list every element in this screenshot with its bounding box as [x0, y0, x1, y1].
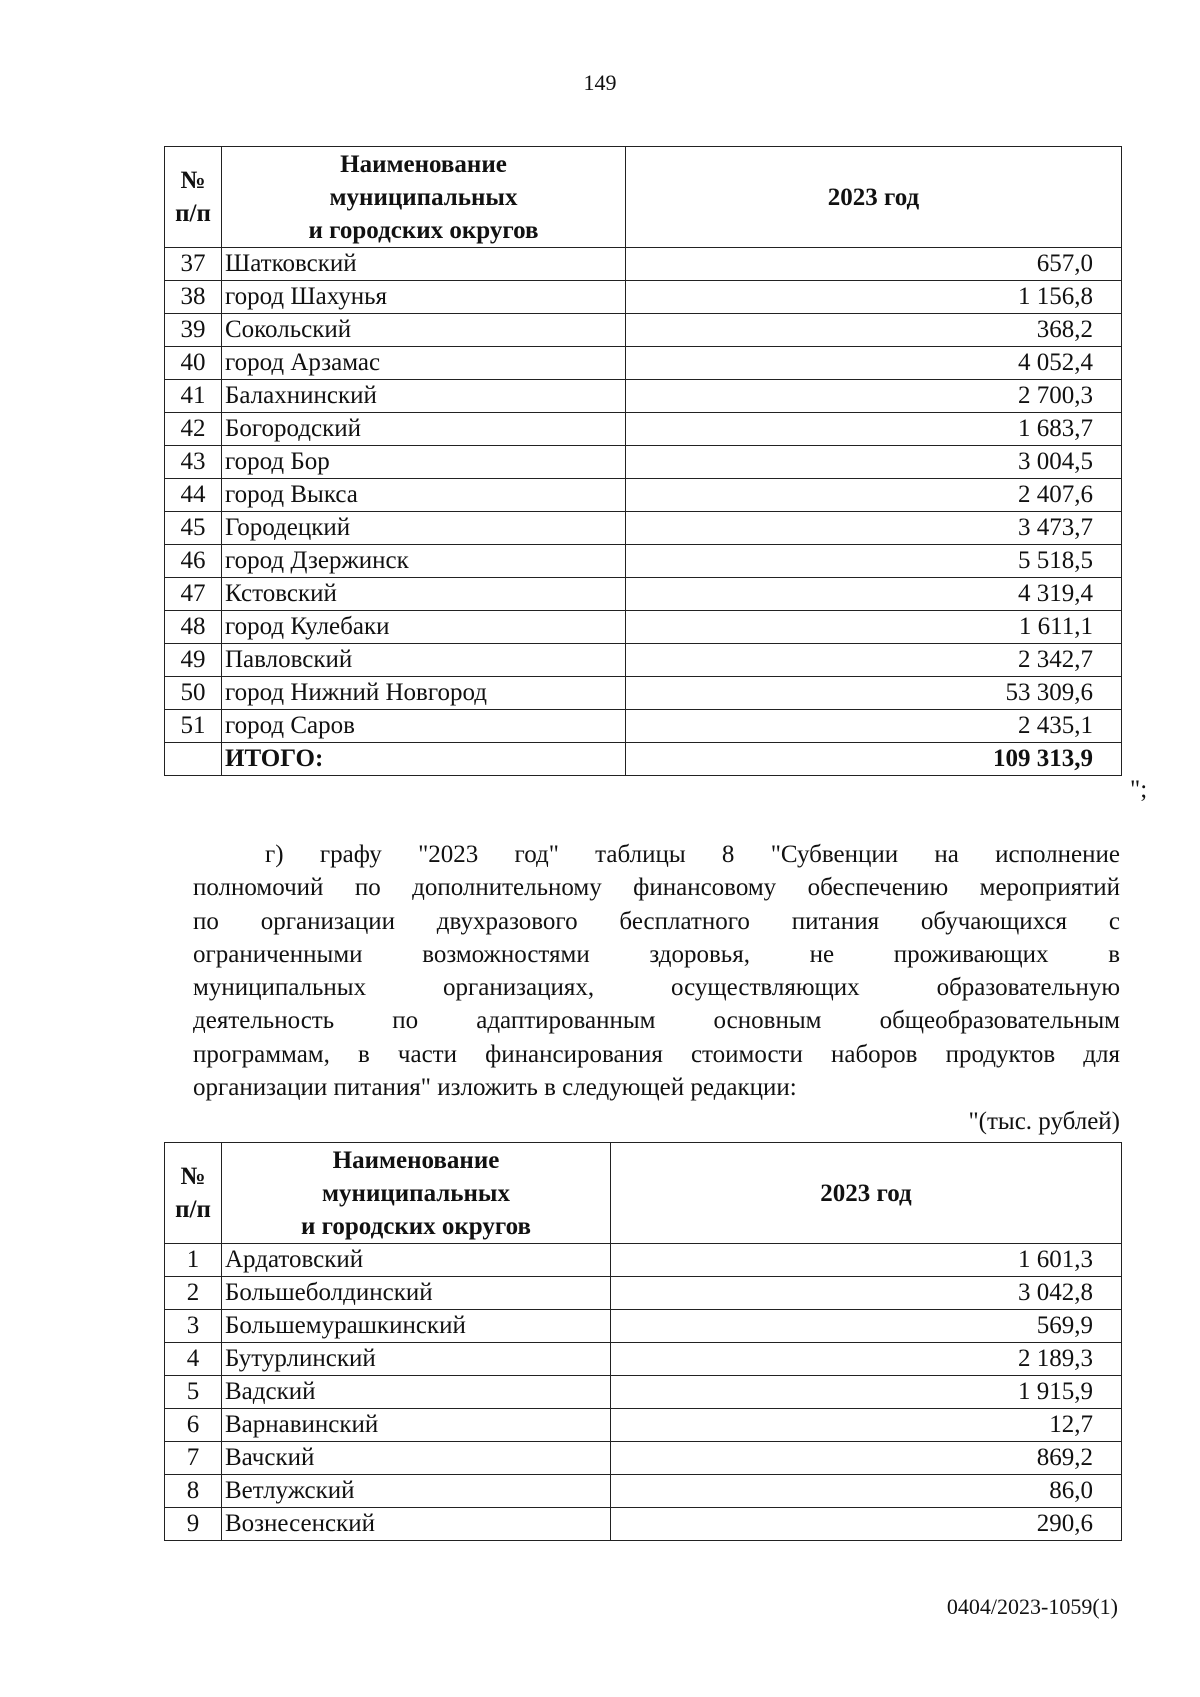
table-row: [165, 644, 1122, 677]
table-row: [165, 1442, 1122, 1475]
table-row: [165, 1475, 1122, 1508]
year-value: 4 319,4: [626, 578, 1122, 611]
subsidy-table-continued: [164, 146, 1122, 776]
row-number: 8: [165, 1475, 222, 1508]
paragraph-line: организации питания" изложить в следующей редакции:: [193, 1074, 797, 1102]
row-number: 37: [165, 248, 222, 281]
page-number: 149: [583, 70, 617, 95]
paragraph-line: по организации двухразового бесплатного питания обучающихся с: [193, 907, 1120, 935]
paragraph-line: г) графу "2023 год" таблицы 8 "Субвенции на исполнение: [265, 841, 1120, 868]
header-year: 2023 год: [611, 1143, 1122, 1244]
table-row: [165, 677, 1122, 710]
header-number: № п/п: [165, 147, 222, 248]
district-name: Ветлужский: [222, 1475, 611, 1508]
district-name: город Бор: [222, 446, 626, 479]
year-value: 869,2: [611, 1442, 1122, 1475]
district-name: Павловский: [222, 644, 626, 677]
paragraph-line: муниципальных организациях, осуществляющих образовательную: [193, 974, 1120, 1002]
header-district-name: Наименование муниципальных и городских округов: [222, 1143, 611, 1244]
year-value: 4 052,4: [626, 347, 1122, 380]
district-name: Вачский: [222, 1442, 611, 1475]
table-row: [165, 1244, 1122, 1277]
year-value: 1 915,9: [611, 1376, 1122, 1409]
year-value: 2 189,3: [611, 1343, 1122, 1376]
district-name: Балахнинский: [222, 380, 626, 413]
table-row: [165, 281, 1122, 314]
paragraph-line: деятельность по адаптированным основным общеобразовательным: [193, 1007, 1120, 1035]
total-label: ИТОГО:: [222, 743, 626, 776]
year-value: 3 004,5: [626, 446, 1122, 479]
total-number-cell: [165, 743, 222, 776]
table-row: [165, 1508, 1122, 1541]
row-number: 6: [165, 1409, 222, 1442]
row-number: 41: [165, 380, 222, 413]
row-number: 50: [165, 677, 222, 710]
row-number: 45: [165, 512, 222, 545]
year-value: 2 342,7: [626, 644, 1122, 677]
year-value: 53 309,6: [626, 677, 1122, 710]
year-value: 657,0: [626, 248, 1122, 281]
year-value: 3 473,7: [626, 512, 1122, 545]
year-value: 2 700,3: [626, 380, 1122, 413]
row-number: 44: [165, 479, 222, 512]
row-number: 49: [165, 644, 222, 677]
district-name: Шатковский: [222, 248, 626, 281]
row-number: 39: [165, 314, 222, 347]
district-name: Бутурлинский: [222, 1343, 611, 1376]
row-number: 51: [165, 710, 222, 743]
table-row: [165, 1277, 1122, 1310]
table-row: [165, 512, 1122, 545]
year-value: 86,0: [611, 1475, 1122, 1508]
table-row: [165, 347, 1122, 380]
year-value: 2 435,1: [626, 710, 1122, 743]
paragraph-line: полномочий по дополнительному финансовому обеспечению мероприятий: [193, 874, 1120, 902]
year-value: 5 518,5: [626, 545, 1122, 578]
year-value: 1 683,7: [626, 413, 1122, 446]
table-row: [165, 545, 1122, 578]
table-row: [165, 446, 1122, 479]
table-row: [165, 380, 1122, 413]
district-name: город Саров: [222, 710, 626, 743]
header-number: № п/п: [165, 1143, 222, 1244]
row-number: 42: [165, 413, 222, 446]
amendment-paragraph: [193, 838, 1120, 1104]
row-number: 38: [165, 281, 222, 314]
row-number: 48: [165, 611, 222, 644]
table-row: [165, 479, 1122, 512]
total-row: [165, 743, 1122, 776]
year-value: 3 042,8: [611, 1277, 1122, 1310]
table-row: [165, 1376, 1122, 1409]
table-row: [165, 1409, 1122, 1442]
year-value: 12,7: [611, 1409, 1122, 1442]
table-row: [165, 1310, 1122, 1343]
year-value: 2 407,6: [626, 479, 1122, 512]
paragraph-line: ограниченными возможностями здоровья, не проживающих в: [193, 940, 1120, 968]
district-name: город Нижний Новгород: [222, 677, 626, 710]
district-name: город Арзамас: [222, 347, 626, 380]
header-district-name: Наименование муниципальных и городских округов: [222, 147, 626, 248]
year-value: 368,2: [626, 314, 1122, 347]
total-value: 109 313,9: [626, 743, 1122, 776]
row-number: 1: [165, 1244, 222, 1277]
year-value: 290,6: [611, 1508, 1122, 1541]
table-row: [165, 314, 1122, 347]
row-number: 7: [165, 1442, 222, 1475]
document-id: 0404/2023-1059(1): [946, 1594, 1118, 1619]
year-value: 1 611,1: [626, 611, 1122, 644]
unit-note: "(тыс. рублей): [968, 1108, 1120, 1135]
row-number: 46: [165, 545, 222, 578]
district-name: Большеболдинский: [222, 1277, 611, 1310]
district-name: Городецкий: [222, 512, 626, 545]
year-value: 569,9: [611, 1310, 1122, 1343]
table-row: [165, 710, 1122, 743]
table-header-row: [165, 147, 1122, 248]
table-row: [165, 413, 1122, 446]
paragraph-line: программам, в части финансирования стоимости наборов продуктов для: [193, 1040, 1120, 1068]
table-header-row: [165, 1143, 1122, 1244]
subsidy-table-8: [164, 1142, 1122, 1541]
year-value: 1 156,8: [626, 281, 1122, 314]
district-name: Кстовский: [222, 578, 626, 611]
table-row: [165, 611, 1122, 644]
row-number: 9: [165, 1508, 222, 1541]
year-value: 1 601,3: [611, 1244, 1122, 1277]
row-number: 3: [165, 1310, 222, 1343]
table-row: [165, 578, 1122, 611]
district-name: Большемурашкинский: [222, 1310, 611, 1343]
district-name: город Шахунья: [222, 281, 626, 314]
closing-quote: ";: [1130, 776, 1148, 803]
row-number: 2: [165, 1277, 222, 1310]
district-name: Сокольский: [222, 314, 626, 347]
district-name: город Дзержинск: [222, 545, 626, 578]
row-number: 4: [165, 1343, 222, 1376]
district-name: Вадский: [222, 1376, 611, 1409]
district-name: город Выкса: [222, 479, 626, 512]
district-name: Богородский: [222, 413, 626, 446]
district-name: Вознесенский: [222, 1508, 611, 1541]
district-name: Варнавинский: [222, 1409, 611, 1442]
row-number: 40: [165, 347, 222, 380]
district-name: Ардатовский: [222, 1244, 611, 1277]
table-row: [165, 248, 1122, 281]
row-number: 5: [165, 1376, 222, 1409]
row-number: 47: [165, 578, 222, 611]
table-row: [165, 1343, 1122, 1376]
row-number: 43: [165, 446, 222, 479]
header-year: 2023 год: [626, 147, 1122, 248]
district-name: город Кулебаки: [222, 611, 626, 644]
